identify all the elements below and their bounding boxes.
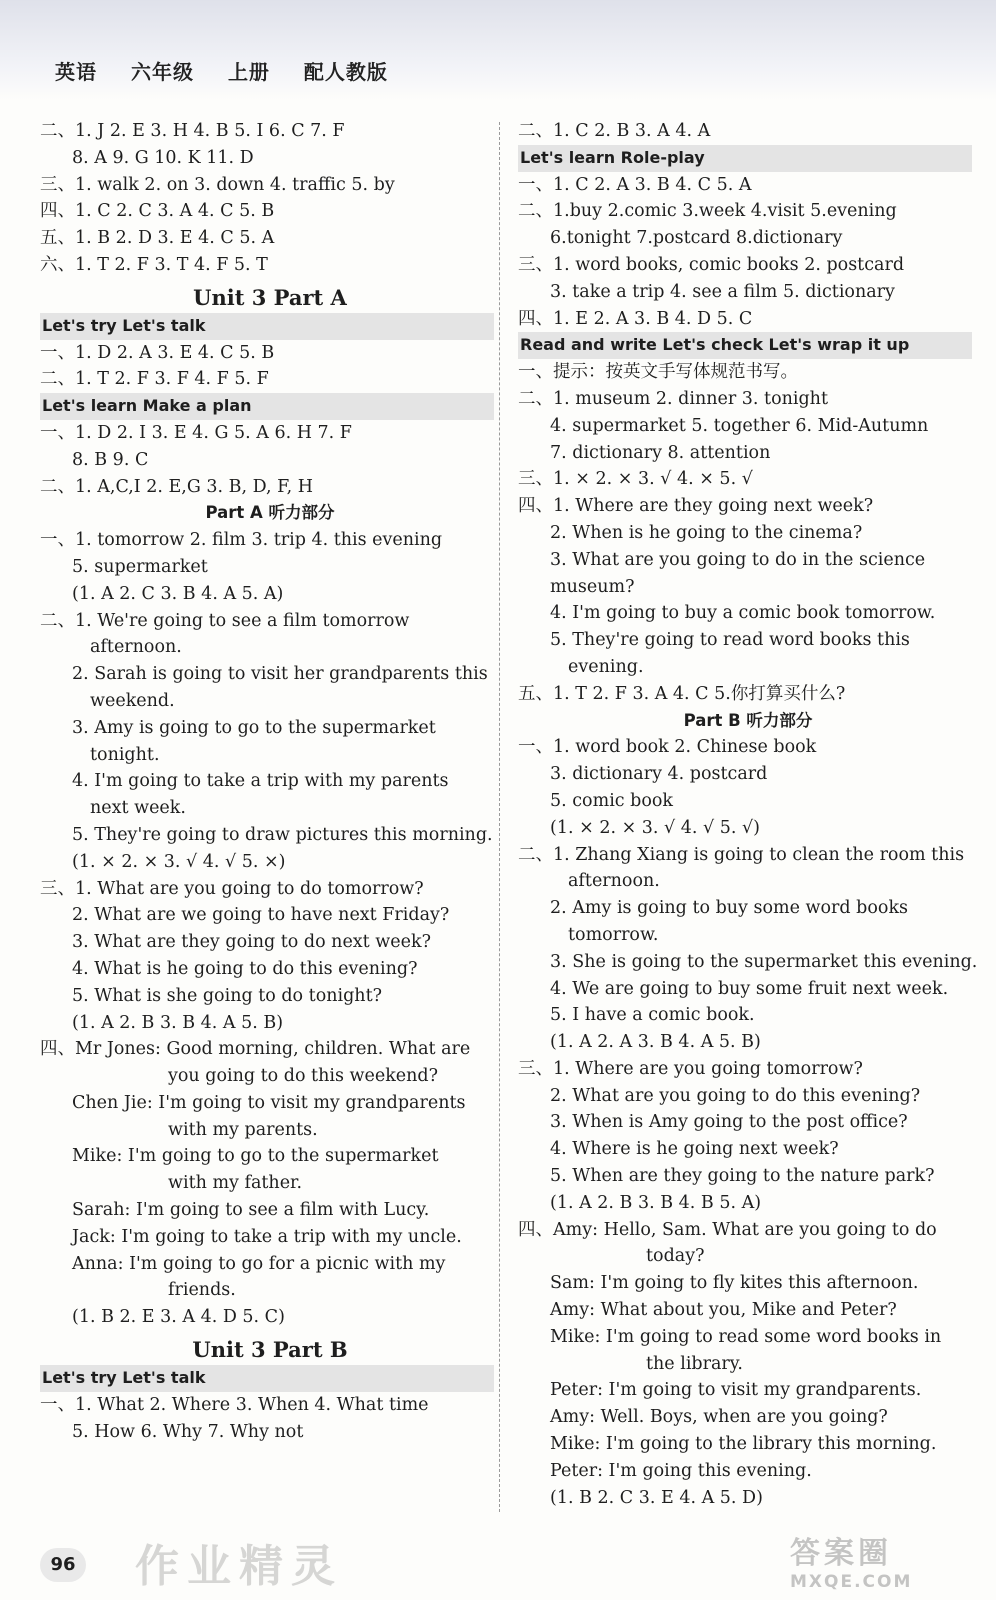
answer-line: 三、1. walk 2. on 3. down 4. traffic 5. by [40,174,395,195]
answer-line: Sarah: I'm going to see a film with Lucy. [72,1200,430,1221]
answer-line: Mike: I'm going to the library this morning. [550,1434,937,1455]
answer-line: Chen Jie: I'm going to visit my grandparents [72,1092,466,1113]
answer-line: 二、1. J 2. E 3. H 4. B 5. I 6. C 7. F [40,121,345,141]
left-answer-column [40,118,500,1445]
answer-line: 一、1. D 2. I 3. E 4. G 5. A 6. H 7. F [40,422,352,443]
answer-line: 2. Amy is going to buy some word books [550,898,909,919]
answer-line: 5. How 6. Why 7. Why not [72,1421,304,1442]
answer-line: 3. dictionary 4. postcard [550,764,768,785]
answer-line: 3. When is Amy going to the post office? [550,1112,908,1133]
answer-line: Amy: What about you, Mike and Peter? [550,1300,897,1321]
header-subject: 英语 [55,60,97,84]
answer-line: tomorrow. [568,924,659,945]
answer-line: 三、1. Where are you going tomorrow? [518,1058,863,1079]
answer-line: Mike: I'm going to go to the supermarket [72,1146,439,1167]
answer-line: next week. [90,798,186,819]
answer-line: 3. Amy is going to go to the supermarket [72,717,436,738]
unit-title: Unit 3 Part A [193,284,347,310]
unit-title: Unit 3 Part B [192,1337,348,1363]
answer-line: 四、1. Where are they going next week? [518,496,874,517]
answer-line: 3. take a trip 4. see a film 5. dictionary [550,281,895,302]
answer-line: afternoon. [568,871,660,892]
answer-line: with my father. [168,1173,303,1194]
answer-line: 二、1. C 2. B 3. A 4. A [518,121,711,141]
answer-line: 4. I'm going to take a trip with my parents [72,771,449,792]
answer-line: 5. comic book [550,790,674,811]
answer-line: 二、1. T 2. F 3. F 4. F 5. F [40,369,269,390]
answer-line: 二、1. We're going to see a film tomorrow [40,610,410,631]
answer-line: 二、1. museum 2. dinner 3. tonight [518,388,828,409]
answer-line: 三、1. word books, comic books 2. postcard [518,254,905,275]
section-heading: Let's try Let's talk [40,1365,494,1392]
answer-line: (1. B 2. E 3. A 4. D 5. C) [72,1307,285,1328]
answer-line: 5. They're going to draw pictures this morning. [72,824,493,845]
answer-line: (1. × 2. × 3. √ 4. √ 5. √) [550,817,760,838]
answer-line: 2. What are you going to do this evening? [550,1085,921,1106]
answer-line: 5. They're going to read word books this [550,630,910,651]
answer-line: 8. A 9. G 10. K 11. D [72,147,254,168]
answer-line: 四、Mr Jones: Good morning, children. What are [40,1039,471,1060]
answer-line: 5. supermarket [72,556,208,577]
answer-line: 四、1. C 2. C 3. A 4. C 5. B [40,201,275,222]
answer-line: 二、1. A,C,I 2. E,G 3. B, D, F, H [40,476,313,497]
watermark-left: 作业精灵 [135,1541,343,1592]
answer-line: 五、1. T 2. F 3. A 4. C 5.你打算买什么? [518,683,846,704]
answer-line: Peter: I'm going to visit my grandparents. [550,1380,922,1401]
answer-line: 一、提示：按英文手写体规范书写。 [518,362,798,383]
answer-line: (1. A 2. C 3. B 4. A 5. A) [72,583,284,604]
answer-line: 二、1. Zhang Xiang is going to clean the room this [518,844,965,865]
answer-line: 4. Where is he going next week? [550,1139,839,1160]
answer-line: afternoon. [90,637,182,658]
answer-line: 六、1. T 2. F 3. T 4. F 5. T [40,254,268,275]
header-volume: 上册 [227,60,270,84]
section-heading: Read and write Let's check Let's wrap it up [518,332,972,359]
header-grade: 六年级 [130,60,194,84]
answer-line: 4. supermarket 5. together 6. Mid-Autumn [550,415,929,436]
answer-line: 一、1. D 2. A 3. E 4. C 5. B [40,342,275,363]
answer-line: 3. What are you going to do in the science [550,549,926,570]
answer-line: 4. We are going to buy some fruit next week. [550,978,949,999]
answer-line: today? [646,1246,705,1267]
answer-line: 二、1.buy 2.comic 3.week 4.visit 5.evening [518,201,897,222]
answer-line: 2. When is he going to the cinema? [550,522,863,543]
answer-line: 6.tonight 7.postcard 8.dictionary [550,228,843,249]
answer-line: 4. I'm going to buy a comic book tomorrow. [550,603,936,624]
answer-line: museum? [550,576,635,597]
answer-line: 8. B 9. C [72,449,149,470]
part-subheading: Part A 听力部分 [205,503,335,523]
part-subheading: Part B 听力部分 [683,710,813,730]
answer-line: tonight. [90,744,160,765]
answer-line: weekend. [90,690,175,711]
answer-line: the library. [646,1353,743,1374]
answer-line: Mike: I'm going to read some word books in [550,1326,942,1347]
answer-line: Peter: I'm going this evening. [550,1460,812,1481]
answer-line: 一、1. C 2. A 3. B 4. C 5. A [518,174,752,195]
answer-line: 一、1. What 2. Where 3. When 4. What time [40,1394,429,1415]
watermark-right-cn: 答案圈 [790,1536,892,1571]
answer-line: 2. Sarah is going to visit her grandparents this [72,664,488,685]
answer-line: you going to do this weekend? [168,1066,439,1087]
answer-line: Amy: Well. Boys, when are you going? [550,1407,888,1428]
watermark-right [790,1528,980,1590]
answer-line: 2. What are we going to have next Friday? [72,905,450,926]
answer-line: 四、Amy: Hello, Sam. What are you going to do [518,1219,937,1240]
answer-line: 3. She is going to the supermarket this evening. [550,951,978,972]
answer-line: 3. What are they going to do next week? [72,932,431,953]
answer-line: 三、1. × 2. × 3. √ 4. × 5. √ [518,469,753,490]
answer-line: 5. When are they going to the nature park? [550,1166,935,1187]
right-answer-column [518,118,978,1511]
answer-line: (1. A 2. A 3. B 4. A 5. B) [550,1032,761,1053]
answer-line: (1. A 2. B 3. B 4. A 5. B) [72,1012,284,1033]
section-heading: Let's learn Role-play [518,145,972,172]
answer-line: Anna: I'm going to go for a picnic with my [72,1253,446,1274]
answer-line: 7. dictionary 8. attention [550,442,771,463]
page-number: 96 [40,1548,86,1582]
answer-line: evening. [568,656,644,677]
header-band [0,0,996,100]
answer-line: 三、1. What are you going to do tomorrow? [40,878,424,899]
answer-line: Jack: I'm going to take a trip with my uncle. [72,1226,462,1247]
watermark-right-url: MXQE.COM [790,1572,913,1592]
column-divider [499,122,500,1512]
answer-line: (1. B 2. C 3. E 4. A 5. D) [550,1487,763,1508]
answer-line: 四、1. E 2. A 3. B 4. D 5. C [518,308,753,329]
answer-line: 5. What is she going to do tonight? [72,985,382,1006]
section-heading: Let's learn Make a plan [40,393,494,420]
answer-line: 4. What is he going to do this evening? [72,958,418,979]
answer-line: 一、1. tomorrow 2. film 3. trip 4. this evening [40,530,443,551]
answer-line: (1. A 2. B 3. B 4. B 5. A) [550,1192,762,1213]
answer-line: (1. × 2. × 3. √ 4. √ 5. ×) [72,851,286,872]
page-header [55,56,414,85]
answer-line: 一、1. word book 2. Chinese book [518,737,817,758]
answer-line: with my parents. [168,1119,318,1140]
answer-line: 五、1. B 2. D 3. E 4. C 5. A [40,228,275,249]
answer-line: 5. I have a comic book. [550,1005,755,1026]
answer-line: Sam: I'm going to fly kites this afternoon. [550,1273,919,1294]
section-heading: Let's try Let's talk [40,313,494,340]
header-edition: 配人教版 [303,60,388,84]
answer-line: friends. [168,1280,236,1301]
